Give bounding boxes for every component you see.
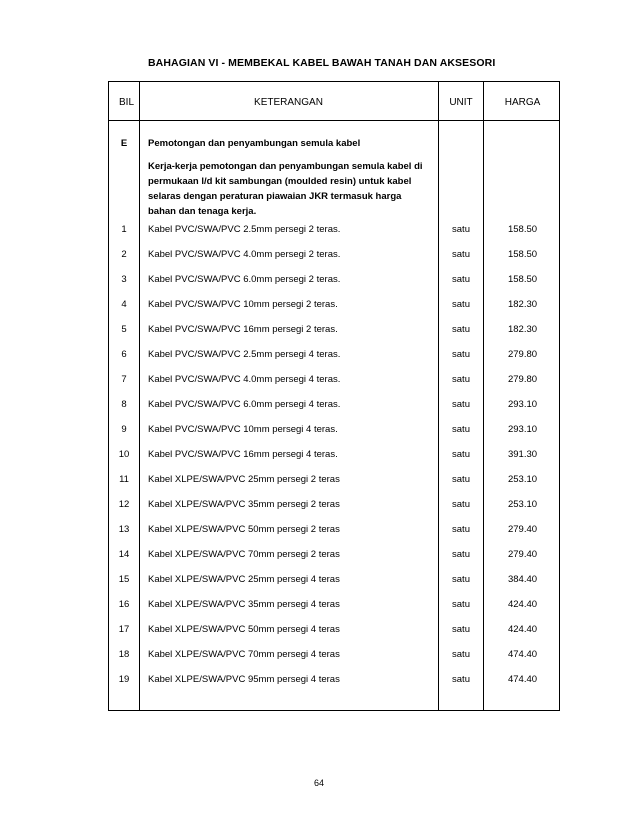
row-unit: satu: [452, 324, 470, 335]
row-bil: 3: [121, 274, 127, 285]
row-description: Kabel XLPE/SWA/PVC 35mm persegi 2 teras: [148, 499, 340, 510]
header-harga: HARGA: [504, 97, 541, 108]
row-harga: 279.40: [507, 524, 538, 535]
row-description: Kabel PVC/SWA/PVC 10mm persegi 2 teras.: [148, 299, 338, 310]
row-bil: 4: [121, 299, 127, 310]
row-harga: 182.30: [507, 299, 538, 310]
description-line: permukaan l/d kit sambungan (moulded resin) untuk kabel: [148, 176, 412, 187]
row-unit: satu: [452, 474, 470, 485]
row-bil: 7: [121, 374, 127, 385]
row-bil: 10: [118, 449, 130, 460]
row-harga: 158.50: [507, 274, 538, 285]
section-bil: E: [120, 138, 128, 149]
description-line: selaras dengan peraturan piawaian JKR termasuk harga: [148, 191, 402, 202]
row-unit: satu: [452, 649, 470, 660]
row-harga: 293.10: [507, 424, 538, 435]
description-line: bahan dan tenaga kerja.: [148, 206, 257, 217]
row-harga: 424.40: [507, 599, 538, 610]
row-description: Kabel XLPE/SWA/PVC 95mm persegi 4 teras: [148, 674, 340, 685]
description-line: Kerja-kerja pemotongan dan penyambungan semula kabel di: [148, 161, 423, 172]
row-harga: 279.80: [507, 349, 538, 360]
row-bil: 2: [121, 249, 127, 260]
row-harga: 253.10: [507, 474, 538, 485]
row-description: Kabel XLPE/SWA/PVC 25mm persegi 4 teras: [148, 574, 340, 585]
row-bil: 14: [118, 549, 130, 560]
row-harga: 424.40: [507, 624, 538, 635]
row-bil: 12: [118, 499, 130, 510]
row-bil: 8: [121, 399, 127, 410]
row-unit: satu: [452, 249, 470, 260]
row-description: Kabel PVC/SWA/PVC 4.0mm persegi 4 teras.: [148, 374, 341, 385]
header-bil: BIL: [119, 97, 135, 108]
row-unit: satu: [452, 499, 470, 510]
row-unit: satu: [452, 549, 470, 560]
row-description: Kabel XLPE/SWA/PVC 50mm persegi 2 teras: [148, 524, 340, 535]
row-bil: 15: [118, 574, 130, 585]
row-description: Kabel PVC/SWA/PVC 2.5mm persegi 4 teras.: [148, 349, 341, 360]
row-harga: 253.10: [507, 499, 538, 510]
row-description: Kabel PVC/SWA/PVC 6.0mm persegi 4 teras.: [148, 399, 341, 410]
row-description: Kabel XLPE/SWA/PVC 50mm persegi 4 teras: [148, 624, 340, 635]
row-description: Kabel PVC/SWA/PVC 10mm persegi 4 teras.: [148, 424, 338, 435]
row-bil: 6: [121, 349, 127, 360]
row-harga: 158.50: [507, 224, 538, 235]
row-description: Kabel XLPE/SWA/PVC 35mm persegi 4 teras: [148, 599, 340, 610]
row-harga: 474.40: [507, 649, 538, 660]
row-bil: 18: [118, 649, 130, 660]
row-bil: 13: [118, 524, 130, 535]
header-keterangan: KETERANGAN: [254, 97, 323, 108]
row-unit: satu: [452, 299, 470, 310]
row-bil: 1: [121, 224, 127, 235]
row-harga: 474.40: [507, 674, 538, 685]
row-description: Kabel PVC/SWA/PVC 16mm persegi 2 teras.: [148, 324, 338, 335]
section-description: [148, 159, 438, 219]
row-unit: satu: [452, 274, 470, 285]
column-divider: [438, 82, 439, 710]
row-bil: 5: [121, 324, 127, 335]
header-divider: [109, 120, 559, 121]
row-description: Kabel XLPE/SWA/PVC 70mm persegi 4 teras: [148, 649, 340, 660]
row-unit: satu: [452, 399, 470, 410]
price-table: [108, 81, 560, 711]
row-description: Kabel XLPE/SWA/PVC 25mm persegi 2 teras: [148, 474, 340, 485]
row-unit: satu: [452, 449, 470, 460]
row-harga: 182.30: [507, 324, 538, 335]
row-description: Kabel PVC/SWA/PVC 2.5mm persegi 2 teras.: [148, 224, 341, 235]
row-description: Kabel PVC/SWA/PVC 4.0mm persegi 2 teras.: [148, 249, 341, 260]
row-bil: 17: [118, 624, 130, 635]
row-bil: 19: [118, 674, 130, 685]
header-unit: UNIT: [449, 97, 473, 108]
row-unit: satu: [452, 674, 470, 685]
row-unit: satu: [452, 374, 470, 385]
row-harga: 384.40: [507, 574, 538, 585]
row-unit: satu: [452, 624, 470, 635]
column-divider: [483, 82, 484, 710]
row-harga: 279.40: [507, 549, 538, 560]
column-divider: [139, 82, 140, 710]
row-harga: 293.10: [507, 399, 538, 410]
row-bil: 16: [118, 599, 130, 610]
row-harga: 279.80: [507, 374, 538, 385]
row-harga: 391.30: [507, 449, 538, 460]
page-number: 64: [313, 778, 324, 788]
row-description: Kabel PVC/SWA/PVC 16mm persegi 4 teras.: [148, 449, 338, 460]
page-title: BAHAGIAN VI - MEMBEKAL KABEL BAWAH TANAH DAN AKSESORI: [148, 57, 496, 69]
row-bil: 9: [121, 424, 127, 435]
row-unit: satu: [452, 424, 470, 435]
row-description: Kabel PVC/SWA/PVC 6.0mm persegi 2 teras.: [148, 274, 341, 285]
section-heading: Pemotongan dan penyambungan semula kabel: [148, 138, 361, 149]
row-harga: 158.50: [507, 249, 538, 260]
row-description: Kabel XLPE/SWA/PVC 70mm persegi 2 teras: [148, 549, 340, 560]
row-unit: satu: [452, 349, 470, 360]
row-unit: satu: [452, 224, 470, 235]
row-unit: satu: [452, 574, 470, 585]
row-unit: satu: [452, 599, 470, 610]
row-bil: 11: [119, 474, 129, 485]
row-unit: satu: [452, 524, 470, 535]
